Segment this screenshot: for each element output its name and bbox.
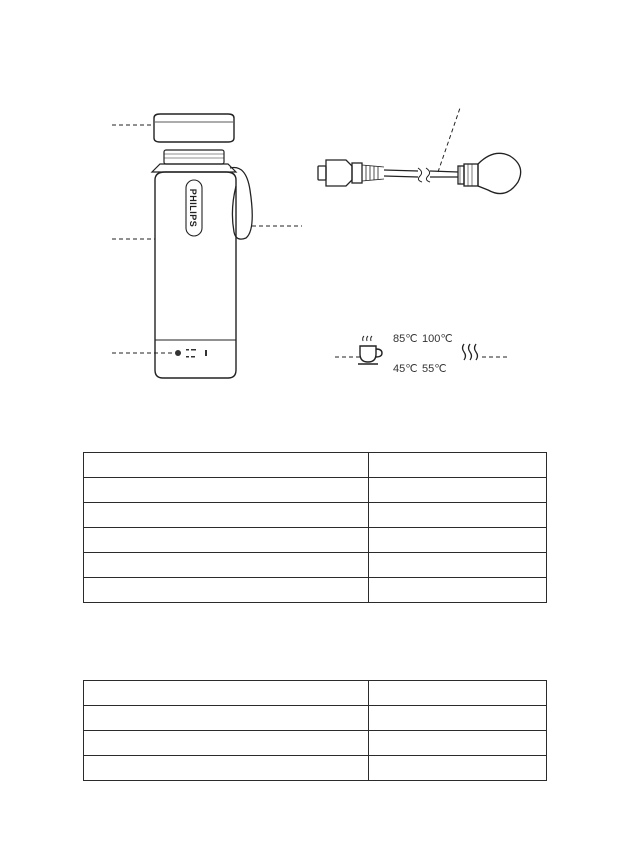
table-row: [84, 528, 547, 553]
table-cell: [84, 453, 369, 478]
spec-table-2: [83, 680, 547, 781]
temp-100: 100℃: [422, 333, 453, 345]
heat-waves-icon: [463, 344, 478, 360]
bottle-lid: [154, 114, 234, 142]
table-row: [84, 478, 547, 503]
table-row: [84, 453, 547, 478]
charging-cable: [318, 153, 521, 193]
temp-55: 55℃: [422, 363, 447, 375]
table-cell: [369, 453, 547, 478]
table-cell: [84, 731, 369, 756]
table-cell: [369, 706, 547, 731]
table-cell: [369, 731, 547, 756]
table-row: [84, 553, 547, 578]
table-cell: [369, 553, 547, 578]
table-cell: [84, 706, 369, 731]
table-cell: [84, 503, 369, 528]
product-illustration: [0, 0, 629, 420]
temp-85: 85℃: [393, 333, 418, 345]
table-row: [84, 578, 547, 603]
table-row: [84, 706, 547, 731]
brand-logo: PHILIPS: [188, 188, 198, 228]
control-panel: [175, 349, 207, 358]
table-cell: [84, 553, 369, 578]
table-cell: [369, 503, 547, 528]
table-cell: [369, 528, 547, 553]
cable-leader-line: [438, 108, 460, 172]
bottle-neck: [152, 150, 236, 172]
bottle-body: [155, 167, 252, 378]
table-row: [84, 681, 547, 706]
table-cell: [369, 478, 547, 503]
spec-table-1: [83, 452, 547, 603]
table-row: [84, 756, 547, 781]
table-cell: [84, 681, 369, 706]
temp-45: 45℃: [393, 363, 418, 375]
table-cell: [84, 528, 369, 553]
table-cell: [84, 478, 369, 503]
table-cell: [84, 578, 369, 603]
coffee-cup-icon: [358, 336, 382, 364]
table-cell: [369, 578, 547, 603]
table-cell: [369, 756, 547, 781]
table-cell: [84, 756, 369, 781]
table-row: [84, 503, 547, 528]
table-row: [84, 731, 547, 756]
table-cell: [369, 681, 547, 706]
